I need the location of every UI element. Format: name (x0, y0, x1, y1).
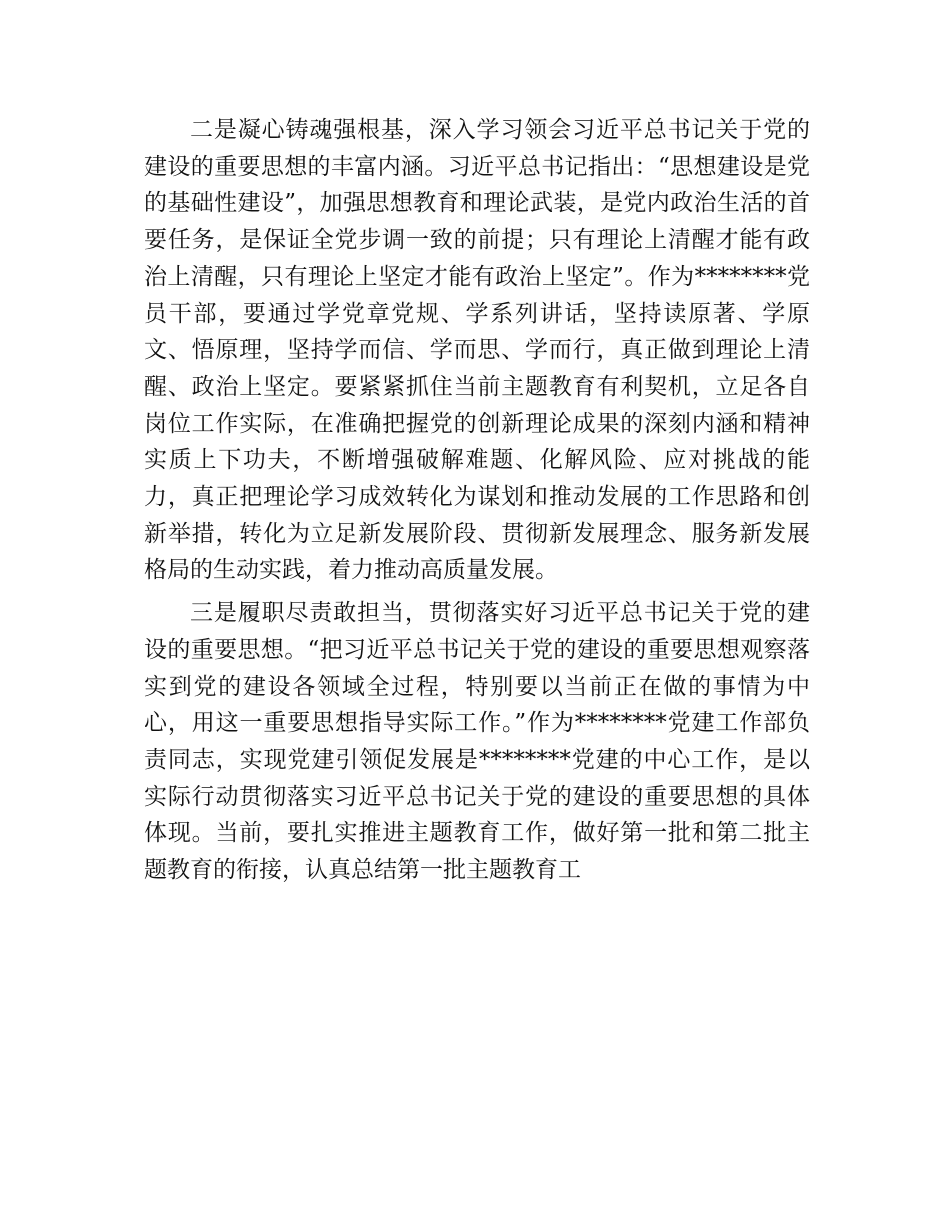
document-body (144, 112, 810, 889)
paragraph-3: 三是履职尽责敢担当，贯彻落实好习近平总书记关于党的建设的重要思想。“把习近平总书记关于党的建设的重要思想观察落实到党的建设各领域全过程，特别要以当前正在做的事情为中心，用这一重要思想指导实际工作。”作为********党建工作部负责同志，实现党建引领促发展是********党建的中心工作，是以实际行动贯彻落实习近平总书记关于党的建设的重要思想的具体体现。当前，要扎实推进主题教育工作，做好第一批和第二批主题教育的衔接，认真总结第一批主题教育工 (144, 600, 810, 884)
paragraph-2: 二是凝心铸魂强根基，深入学习领会习近平总书记关于党的建设的重要思想的丰富内涵。习近平总书记指出：“思想建设是党的基础性建设”，加强思想教育和理论武装，是党内政治生活的首要任务，是保证全党步调一致的前提；只有理论上清醒才能有政治上清醒，只有理论上坚定才能有政治上坚定”。作为********党员干部，要通过学党章党规、学系列讲话，坚持读原著、学原文、悟原理，坚持学而信、学而思、学而行，真正做到理论上清醒、政治上坚定。要紧紧抓住当前主题教育有利契机，立足各自岗位工作实际，在准确把握党的创新理论成果的深刻内涵和精神实质上下功夫，不断增强破解难题、化解风险、应对挑战的能力，真正把理论学习成效转化为谋划和推动发展的工作思路和创新举措，转化为立足新发展阶段、贯彻新发展理念、服务新发展格局的生动实践，着力推动高质量发展。 (144, 117, 810, 584)
